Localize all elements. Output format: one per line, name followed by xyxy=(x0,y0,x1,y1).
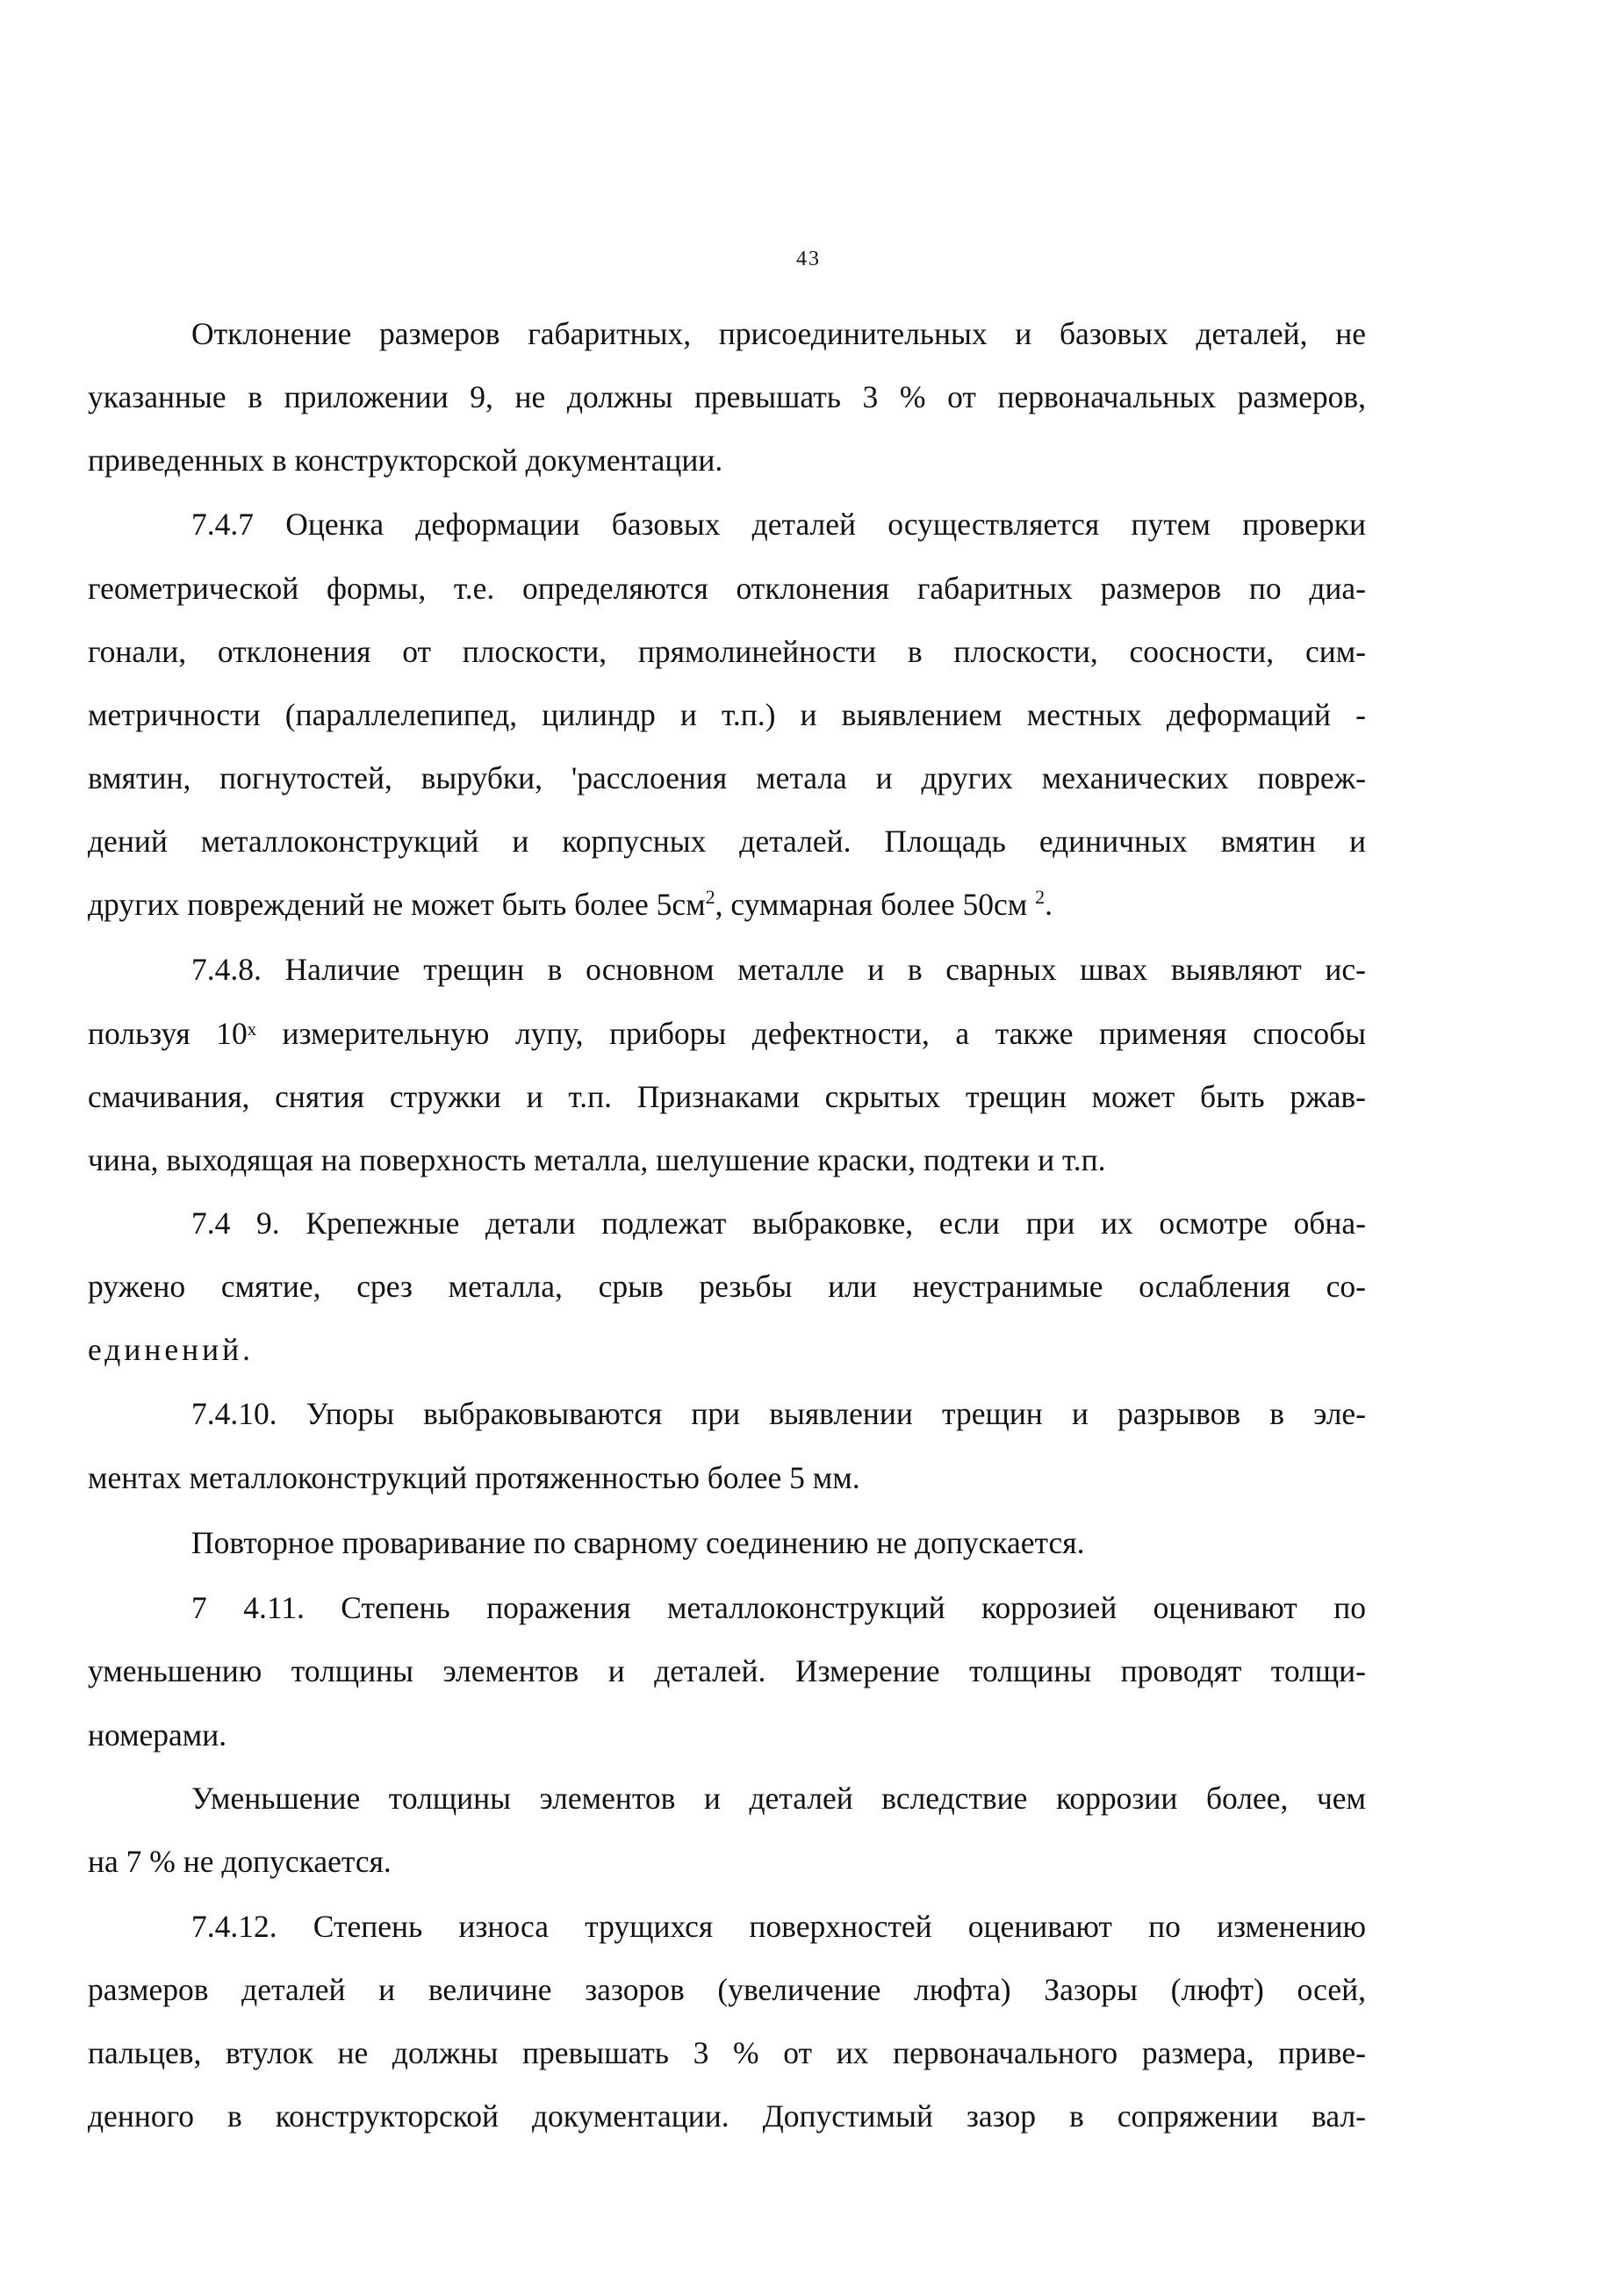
text-line: вмятин, погнутостей, вырубки, 'расслоения метала и других механических повреж- xyxy=(88,760,1366,795)
text-line: смачивания, снятия стружки и т.п. Признаками скрытых трещин может быть ржав- xyxy=(88,1079,1366,1114)
text-line: Повторное проваривание по сварному соединению не допускается. xyxy=(191,1525,1085,1560)
text-line: единений. xyxy=(88,1332,254,1367)
text-line: размеров деталей и величине зазоров (увеличение люфта) Зазоры (люфт) осей, xyxy=(88,1972,1366,2007)
text-line: пальцев, втулок не должны превышать 3 % от их первоначального размера, приве- xyxy=(88,2035,1366,2070)
text-line: 7.4.7 Оценка деформации базовых деталей осуществляется путем проверки xyxy=(191,507,1366,542)
text-line: 7.4.12. Степень износа трущихся поверхностей оценивают по изменению xyxy=(191,1909,1366,1944)
superscript: 2 xyxy=(1035,886,1046,909)
text-segment: . xyxy=(1045,887,1053,922)
text-line: пользуя 10ˣ измерительную лупу, приборы дефектности, а также применяя способы xyxy=(88,1016,1366,1051)
text-line: 7.4.10. Упоры выбраковываются при выявлении трещин и разрывов в эле- xyxy=(191,1396,1366,1431)
text-line: чина, выходящая на поверхность металла, шелушение краски, подтеки и т.п. xyxy=(88,1142,1106,1177)
text-line: на 7 % не допускается. xyxy=(88,1844,392,1879)
text-line: указанные в приложении 9, не должны превышать 3 % от первоначальных размеров, xyxy=(88,379,1366,414)
text-line: приведенных в конструкторской документации. xyxy=(88,443,723,478)
page-number: 43 xyxy=(796,248,821,270)
superscript: 2 xyxy=(705,886,715,909)
text-segment: , суммарная более 50см xyxy=(715,887,1036,922)
text-line: Уменьшение толщины элементов и деталей вследствие коррозии более, чем xyxy=(191,1781,1366,1816)
text-line: 7 4.11. Степень поражения металлоконструкций коррозией оценивают по xyxy=(191,1590,1366,1625)
text-line xyxy=(88,885,1053,924)
text-line: номерами. xyxy=(88,1717,227,1753)
text-line: 7.4 9. Крепежные детали подлежат выбраковке, если при их осмотре обна- xyxy=(191,1206,1366,1241)
text-line: денного в конструкторской документации. Допустимый зазор в сопряжении вал- xyxy=(88,2098,1366,2134)
text-segment: других повреждений не может быть более 5см xyxy=(88,887,706,922)
text-line: ментах металлоконструкций протяженностью более 5 мм. xyxy=(88,1460,860,1495)
text-line: геометрической формы, т.е. определяются отклонения габаритных размеров по диа- xyxy=(88,571,1366,606)
text-line: 7.4.8. Наличие трещин в основном металле и в сварных швах выявляют ис- xyxy=(191,952,1366,987)
text-line: ружено смятие, срез металла, срыв резьбы или неустранимые ослабления со- xyxy=(88,1269,1366,1304)
text-line: уменьшению толщины элементов и деталей. Измерение толщины проводят толщи- xyxy=(88,1653,1366,1688)
text-line: метричности (параллелепипед, цилиндр и т.п.) и выявлением местных деформаций - xyxy=(88,697,1366,732)
text-line: дений металлоконструкций и корпусных деталей. Площадь единичных вмятин и xyxy=(88,824,1366,859)
text-line: Отклонение размеров габаритных, присоединительных и базовых деталей, не xyxy=(191,316,1366,351)
text-line: гонали, отклонения от плоскости, прямолинейности в плоскости, соосности, сим- xyxy=(88,634,1366,669)
